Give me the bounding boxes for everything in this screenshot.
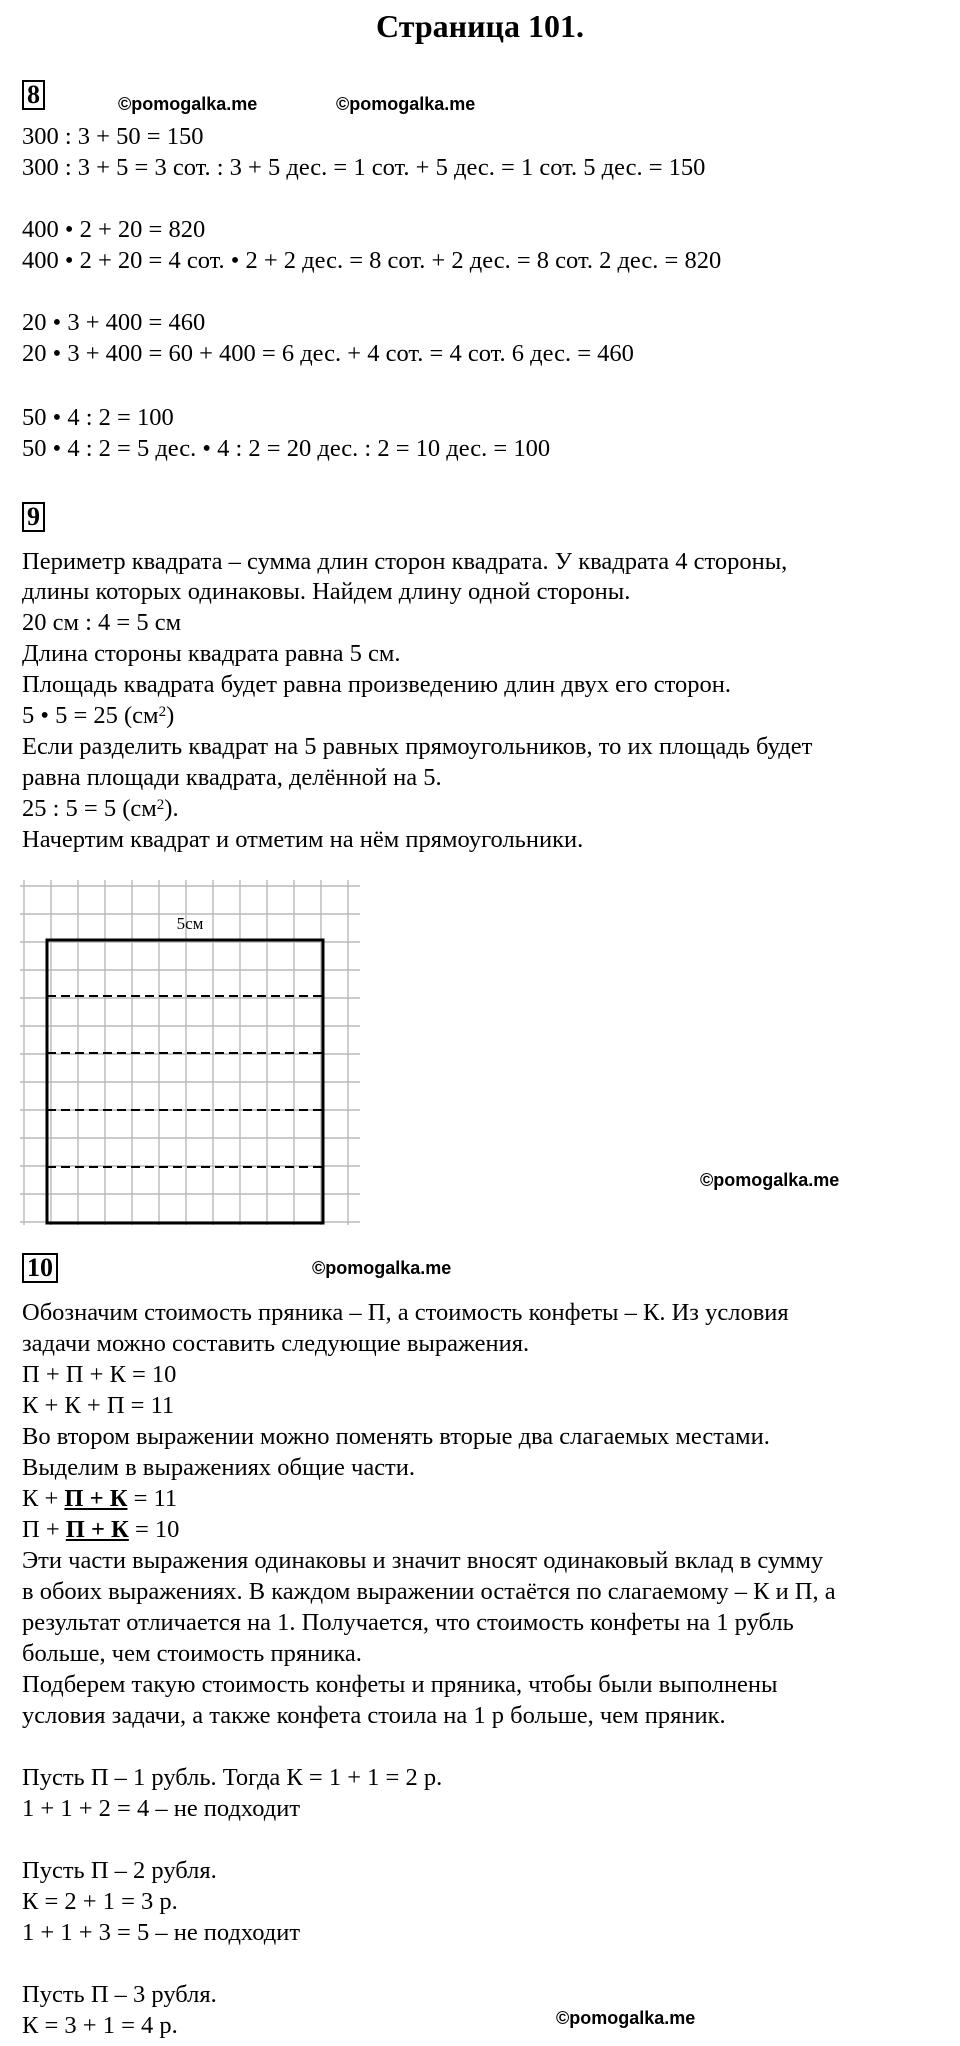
task-10-line: результат отличается на 1. Получается, что стоимость конфеты на 1 рубль <box>22 1609 794 1636</box>
formula-text: ). <box>164 795 179 822</box>
formula-text: К + <box>22 1485 65 1512</box>
square-figure <box>20 880 360 1225</box>
task-10-line: 1 + 1 + 3 = 5 – не подходит <box>22 1919 301 1946</box>
watermark: ©pomogalka.me <box>312 1258 452 1278</box>
task-9-line: длины которых одинаковы. Найдем длину одной стороны. <box>22 578 631 605</box>
watermark: ©pomogalka.me <box>336 94 476 114</box>
formula-text: П + <box>22 1516 66 1543</box>
task-10-line: в обоих выражениях. В каждом выражении остаётся по слагаемому – К и П, а <box>22 1578 836 1605</box>
superscript: 2 <box>156 797 165 813</box>
task-10-line: Пусть П – 2 рубля. <box>22 1857 217 1884</box>
task-8-line: 50 • 4 : 2 = 100 <box>22 404 174 431</box>
task-8-line: 20 • 3 + 400 = 460 <box>22 309 206 336</box>
task-10-line: условия задачи, а также конфета стоила на 1 р больше, чем пряник. <box>22 1702 726 1729</box>
watermark: ©pomogalka.me <box>700 1170 840 1190</box>
task-9-line: Начертим квадрат и отметим на нём прямоугольники. <box>22 826 584 853</box>
task-9-line: Периметр квадрата – сумма длин сторон квадрата. У квадрата 4 стороны, <box>22 548 788 575</box>
watermark: ©pomogalka.me <box>556 2008 696 2028</box>
task-10-line: Выделим в выражениях общие части. <box>22 1454 416 1481</box>
task-8-line: 400 • 2 + 20 = 4 сот. • 2 + 2 дес. = 8 сот. + 2 дес. = 8 сот. 2 дес. = 820 <box>22 247 722 274</box>
task-8-line: 400 • 2 + 20 = 820 <box>22 216 206 243</box>
task-10-line: К + К + П = 11 <box>22 1392 175 1419</box>
formula-text: ) <box>166 702 175 729</box>
task-10-number: 10 <box>22 1253 58 1283</box>
side-label: 5см <box>176 914 204 933</box>
task-9-number: 9 <box>22 502 45 532</box>
watermark: ©pomogalka.me <box>118 94 258 114</box>
task-8-line: 300 : 3 + 5 = 3 сот. : 3 + 5 дес. = 1 сот. + 5 дес. = 1 сот. 5 дес. = 150 <box>22 154 706 181</box>
task-8-line: 20 • 3 + 400 = 60 + 400 = 6 дес. + 4 сот. = 4 сот. 6 дес. = 460 <box>22 340 634 367</box>
task-9-line: Если разделить квадрат на 5 равных прямоугольников, то их площадь будет <box>22 733 813 760</box>
task-9-line <box>22 794 179 824</box>
task-9-line: Длина стороны квадрата равна 5 см. <box>22 640 401 667</box>
task-9-line: 20 см : 4 = 5 см <box>22 609 182 636</box>
task-10-line: Обозначим стоимость пряника – П, а стоимость конфеты – К. Из условия <box>22 1299 789 1326</box>
highlighted-part: П + К <box>65 1516 129 1543</box>
formula-text: 5 • 5 = 25 (см <box>22 702 159 729</box>
task-8-line: 300 : 3 + 50 = 150 <box>22 123 204 150</box>
page-title: Страница 101. <box>376 8 584 44</box>
task-10-line: П + П + К = 10 <box>22 1361 177 1388</box>
task-10-line: Во втором выражении можно поменять вторые два слагаемых местами. <box>22 1423 770 1450</box>
task-10-line: К = 3 + 1 = 4 р. <box>22 2012 178 2039</box>
task-10-line: К = 2 + 1 = 3 р. <box>22 1888 178 1915</box>
task-10-line: задачи можно составить следующие выражения. <box>22 1330 530 1357</box>
task-10-line: больше, чем стоимость пряника. <box>22 1640 362 1667</box>
highlighted-part: П + К <box>64 1485 128 1512</box>
formula-text: = 10 <box>128 1516 180 1543</box>
task-10-line <box>22 1515 179 1545</box>
task-8-number: 8 <box>22 80 45 110</box>
task-9-line <box>22 701 174 731</box>
task-9-line: равна площади квадрата, делённой на 5. <box>22 764 442 791</box>
task-10-line: Пусть П – 1 рубль. Тогда К = 1 + 1 = 2 р. <box>22 1764 443 1791</box>
task-8-line: 50 • 4 : 2 = 5 дес. • 4 : 2 = 20 дес. : 2 = 10 дес. = 100 <box>22 435 551 462</box>
task-10-line <box>22 1484 177 1514</box>
task-10-line: 1 + 1 + 2 = 4 – не подходит <box>22 1795 301 1822</box>
superscript: 2 <box>158 704 167 720</box>
task-10-line: Подберем такую стоимость конфеты и пряника, чтобы были выполнены <box>22 1671 778 1698</box>
formula-text: 25 : 5 = 5 (см <box>22 795 157 822</box>
task-9-line: Площадь квадрата будет равна произведению длин двух его сторон. <box>22 671 732 698</box>
task-10-line: Пусть П – 3 рубля. <box>22 1981 217 2008</box>
formula-text: = 11 <box>127 1485 178 1512</box>
task-10-line: Эти части выражения одинаковы и значит вносят одинаковый вклад в сумму <box>22 1547 824 1574</box>
